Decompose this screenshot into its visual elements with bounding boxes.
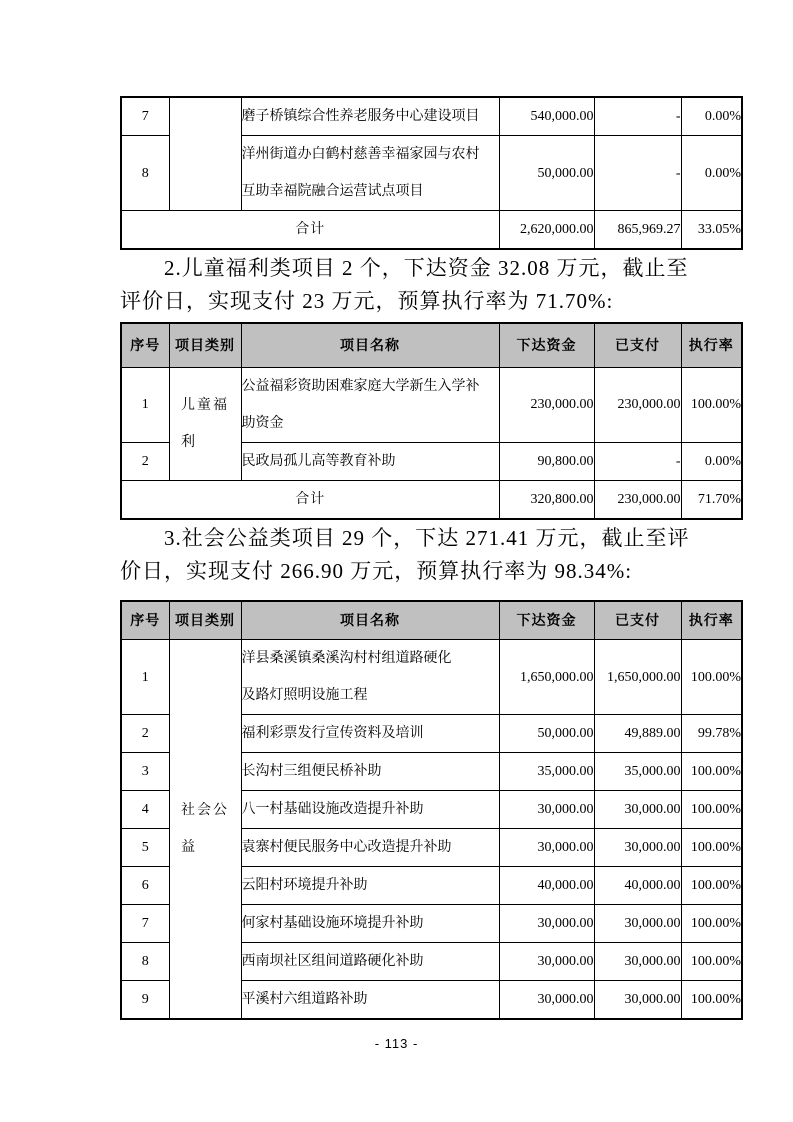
rate-cell: 100.00%	[681, 367, 742, 442]
seq-cell: 2	[121, 715, 169, 753]
rate-cell: 100.00%	[681, 943, 742, 981]
allocated-cell: 50,000.00	[499, 136, 594, 211]
project-name-cell	[241, 715, 499, 753]
paid-cell: 230,000.00	[594, 367, 681, 442]
header-seq: 序号	[121, 323, 169, 367]
total-label-cell: 合计	[121, 211, 499, 250]
table-header-row	[121, 323, 742, 367]
header-category: 项目类别	[169, 323, 241, 367]
header-rate: 执行率	[681, 323, 742, 367]
project-name-line: 何家村基础设施环境提升补助	[241, 916, 424, 931]
category-label: 社会公益	[181, 803, 229, 855]
project-name-cell	[241, 867, 499, 905]
project-name-line: 磨子桥镇综合性养老服务中心建设项目	[241, 109, 480, 124]
allocated-cell: 1,650,000.00	[499, 640, 594, 715]
seq-cell: 8	[121, 943, 169, 981]
seq-cell: 6	[121, 867, 169, 905]
rate-cell: 100.00%	[681, 981, 742, 1020]
total-allocated-cell: 2,620,000.00	[499, 211, 594, 250]
category-label: 儿童福利	[181, 397, 229, 450]
paragraph-children-welfare	[120, 252, 741, 318]
table-public-welfare-projects	[120, 600, 743, 1020]
allocated-cell: 40,000.00	[499, 867, 594, 905]
project-name-cell	[241, 791, 499, 829]
total-paid-cell: 230,000.00	[594, 480, 681, 519]
project-name-cell	[241, 829, 499, 867]
project-name-cell	[241, 905, 499, 943]
rate-cell: 100.00%	[681, 905, 742, 943]
header-project-name: 项目名称	[241, 601, 499, 640]
rate-cell: 0.00%	[681, 442, 742, 480]
project-name-cell	[241, 136, 499, 211]
allocated-cell: 30,000.00	[499, 943, 594, 981]
paid-cell: 35,000.00	[594, 753, 681, 791]
paragraph-line: 3.社会公益类项目 29 个，下达 271.41 万元，截止至评	[164, 526, 690, 550]
table-row	[121, 367, 742, 442]
allocated-cell: 30,000.00	[499, 905, 594, 943]
seq-cell: 1	[121, 640, 169, 715]
project-name-line: 民政局孤儿高等教育补助	[241, 453, 396, 469]
paid-cell: -	[594, 442, 681, 480]
allocated-cell: 30,000.00	[499, 981, 594, 1020]
project-name-line: 及路灯照明设施工程	[241, 688, 368, 703]
page-number: - 113 -	[374, 1036, 419, 1051]
allocated-cell: 540,000.00	[499, 97, 594, 136]
total-allocated-cell: 320,800.00	[499, 480, 594, 519]
paid-cell: 30,000.00	[594, 981, 681, 1020]
allocated-cell: 30,000.00	[499, 829, 594, 867]
allocated-cell: 50,000.00	[499, 715, 594, 753]
paid-cell: 40,000.00	[594, 867, 681, 905]
total-row	[121, 211, 742, 250]
category-cell-empty	[169, 97, 241, 211]
rate-cell: 100.00%	[681, 753, 742, 791]
project-name-line: 助资金	[241, 415, 284, 431]
paid-cell: 30,000.00	[594, 829, 681, 867]
paid-cell: 1,650,000.00	[594, 640, 681, 715]
header-rate: 执行率	[681, 601, 742, 640]
total-rate-cell: 33.05%	[681, 211, 742, 250]
project-name-cell	[241, 97, 499, 136]
project-name-line: 袁寨村便民服务中心改造提升补助	[241, 840, 452, 855]
total-paid-cell: 865,969.27	[594, 211, 681, 250]
total-label-cell: 合计	[121, 480, 499, 519]
paid-cell: -	[594, 97, 681, 136]
seq-cell: 5	[121, 829, 169, 867]
seq-cell: 1	[121, 367, 169, 442]
paragraph-line: 价日，实现支付 266.90 万元，预算执行率为 98.34%:	[120, 559, 633, 583]
seq-cell: 7	[121, 905, 169, 943]
paid-cell: 49,889.00	[594, 715, 681, 753]
category-cell	[169, 367, 241, 480]
allocated-cell: 90,800.00	[499, 442, 594, 480]
seq-cell: 7	[121, 97, 169, 136]
header-project-name: 项目名称	[241, 323, 499, 367]
project-name-line: 福利彩票发行宣传资料及培训	[241, 726, 424, 741]
project-name-line: 洋州街道办白鹤村慈善幸福家园与农村	[241, 147, 480, 162]
header-allocated: 下达资金	[499, 601, 594, 640]
category-cell	[169, 640, 241, 1020]
project-name-cell	[241, 943, 499, 981]
project-name-line: 平溪村六组道路补助	[241, 992, 368, 1007]
rate-cell: 0.00%	[681, 97, 742, 136]
rate-cell: 100.00%	[681, 867, 742, 905]
rate-cell: 100.00%	[681, 640, 742, 715]
project-name-line: 长沟村三组便民桥补助	[241, 764, 382, 779]
table-header-row	[121, 601, 742, 640]
paid-cell: 30,000.00	[594, 905, 681, 943]
project-name-cell	[241, 442, 499, 480]
table-row	[121, 640, 742, 715]
header-paid: 已支付	[594, 323, 681, 367]
project-name-line: 公益福彩资助困难家庭大学新生入学补	[241, 378, 480, 394]
project-name-cell	[241, 640, 499, 715]
paid-cell: 30,000.00	[594, 791, 681, 829]
project-name-cell	[241, 753, 499, 791]
table-elderly-projects-continued	[120, 96, 743, 250]
header-category: 项目类别	[169, 601, 241, 640]
allocated-cell: 30,000.00	[499, 791, 594, 829]
paragraph-line: 评价日，实现支付 23 万元，预算执行率为 71.70%:	[120, 289, 614, 313]
table-children-welfare-projects	[120, 322, 743, 520]
paragraph-line: 2.儿童福利类项目 2 个，下达资金 32.08 万元，截止至	[164, 256, 689, 280]
project-name-cell	[241, 367, 499, 442]
rate-cell: 100.00%	[681, 829, 742, 867]
allocated-cell: 230,000.00	[499, 367, 594, 442]
total-row	[121, 480, 742, 519]
header-seq: 序号	[121, 601, 169, 640]
project-name-line: 互助幸福院融合运营试点项目	[241, 184, 424, 199]
rate-cell: 100.00%	[681, 791, 742, 829]
table-row	[121, 97, 742, 136]
project-name-line: 八一村基础设施改造提升补助	[241, 802, 424, 817]
paragraph-public-welfare	[120, 522, 741, 588]
rate-cell: 99.78%	[681, 715, 742, 753]
project-name-cell	[241, 981, 499, 1020]
seq-cell: 2	[121, 442, 169, 480]
header-allocated: 下达资金	[499, 323, 594, 367]
header-paid: 已支付	[594, 601, 681, 640]
seq-cell: 9	[121, 981, 169, 1020]
project-name-line: 云阳村环境提升补助	[241, 878, 368, 893]
project-name-line: 西南坝社区组间道路硬化补助	[241, 954, 424, 969]
rate-cell: 0.00%	[681, 136, 742, 211]
project-name-line: 洋县桑溪镇桑溪沟村村组道路硬化	[241, 651, 452, 666]
paid-cell: 30,000.00	[594, 943, 681, 981]
seq-cell: 8	[121, 136, 169, 211]
allocated-cell: 35,000.00	[499, 753, 594, 791]
total-rate-cell: 71.70%	[681, 480, 742, 519]
seq-cell: 3	[121, 753, 169, 791]
paid-cell: -	[594, 136, 681, 211]
seq-cell: 4	[121, 791, 169, 829]
